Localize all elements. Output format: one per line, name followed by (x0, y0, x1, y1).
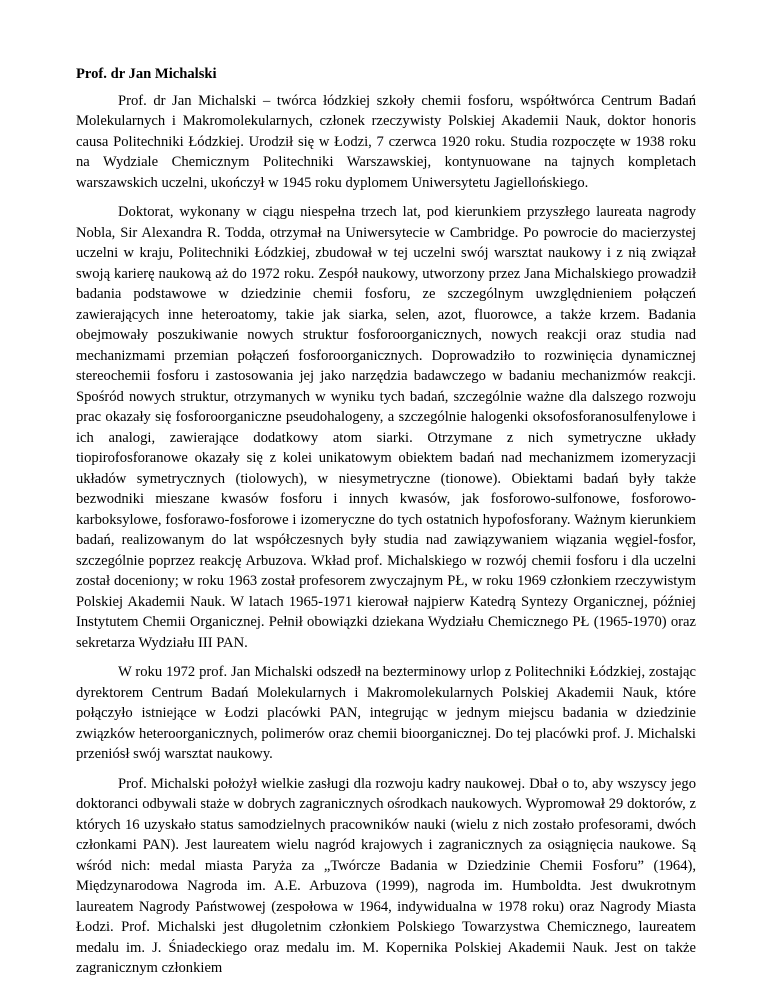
document-title: Prof. dr Jan Michalski (76, 66, 217, 82)
paragraph-cbmm-director: W roku 1972 prof. Jan Michalski odszedł na bezterminowy urlop z Politechniki Łódzkiej, zostając dyrektorem Centrum Badań Molekularnych i Makromolekularnych Polskiej Akademii Nauk, które połączyło istniejące w Łodzi placówki PAN, integrując w jednym miejscu badania w dziedzinie związków heteroorganicznych, polimerów oraz chemii bioorganicznej. Do tej placówki prof. J. Michalski przeniósł swój warsztat naukowy. (76, 664, 696, 762)
paragraph-doctorate-research: Doktorat, wykonany w ciągu niespełna trzech lat, pod kierunkiem przyszłego laureata nagrody Nobla, Sir Alexandra R. Todda, otrzymał na Uniwersytecie w Cambridge. Po powrocie do macierzystej uczelni w kraju, Politechniki Łódzkiej, zbudował w tej uczelni swój warsztat naukowy i z nią związał swoją karierę naukową aż do 1972 roku. Zespół naukowy, utworzony przez Jana Michalskiego prowadził badania podstawowe w dziedzinie chemii fosforu, ze szczególnym uwzględnieniem połączeń zawierających inne heteroatomy, takie jak siarka, selen, azot, fluorowce, a także krzem. Badania obejmowały poszukiwanie nowych struktur fosforoorganicznych, nowych reakcji oraz studia nad mechanizmami przemian połączeń fosforoorganicznych. Doprowadziło to rozwinięcia dynamicznej stereochemii fosforu i zastosowania jej jako narzędzia badawczego w badaniu mechanizmów reakcji. Spośród nowych struktur, otrzymanych w wyniku tych badań, szczególnie ważne dla dalszego rozwoju prac okazały się fosforoorganiczne pseudohalogeny, a szczególnie halogenki oksofosforanosulfenylowe i ich analogi, zawierające dodatkowy atom siarki. Otrzymane z nich symetryczne układy tiopirofosforanowe okazały się z kolei unikatowym obiektem badań nad mechanizmem izomeryzacji układów symetrycznych (tiolowych), w niesymetryczne (tionowe). Obiektami badań były także bezwodniki mieszane kwasów fosforu i innych kwasów, jak fosforowo-sulfonowe, fosforowo-karboksylowe, fosforawo-fosforowe i izomeryczne do tych ostatnich hypofosforany. Ważnym kierunkiem badań, realizowanym do lat współczesnych były studia nad zawiązywaniem wiązania węgiel-fosfor, szczególnie poprzez reakcję Arbuzova. Wkład prof. Michalskiego w rozwój chemii fosforu i dla uczelni został doceniony; w roku 1963 został profesorem zwyczajnym PŁ, w roku 1969 członkiem rzeczywistym Polskiej Akademii Nauk. W latach 1965-1971 kierował najpierw Katedrą Syntezy Organicznej, później Instytutem Chemii Organicznej. Pełnił obowiązki dziekana Wydziału Chemicznego PŁ (1965-1970) oraz sekretarza Wydziału III PAN. (76, 204, 696, 651)
paragraph-awards: Prof. Michalski położył wielkie zasługi dla rozwoju kadry naukowej. Dbał o to, aby wszyscy jego doktoranci odbywali staże w dobrych zagranicznych ośrodkach naukowych. Wypromował 29 doktorów, z których 16 uzyskało status samodzielnych pracowników nauki (wielu z nich zostało profesorami, dwóch członkami PAN). Jest laureatem wielu nagród krajowych i zagranicznych za osiągnięcia naukowe. Są wśród nich: medal miasta Paryża za „Twórcze Badania w Dziedzinie Chemii Fosforu” (1964), Międzynarodowa Nagroda im. A.E. Arbuzova (1999), nagroda im. Humboldta. Jest dwukrotnym laureatem Nagrody Państwowej (zespołowa w 1964, indywidualna w 1978 roku) oraz Nagrody Miasta Łodzi. Prof. Michalski jest długoletnim członkiem Polskiego Towarzystwa Chemicznego, laureatem medalu im. J. Śniadeckiego oraz medalu im. M. Kopernika Polskiej Akademii Nauk. Jest on także zagranicznym członkiem (76, 775, 696, 976)
document-page (76, 64, 696, 988)
paragraph-intro: Prof. dr Jan Michalski – twórca łódzkiej szkoły chemii fosforu, współtwórca Centrum Badań Molekularnych i Makromolekularnych, członek rzeczywisty Polskiej Akademii Nauk, doktor honoris causa Politechniki Łódzkiej. Urodził się w Łodzi, 7 czerwca 1920 roku. Studia rozpoczęte w 1938 roku na Wydziale Chemicznym Politechniki Warszawskiej, kontynuowane na tajnych kompletach warszawskich uczelni, ukończył w 1945 roku dyplomem Uniwersytetu Jagiellońskiego. (76, 92, 696, 191)
